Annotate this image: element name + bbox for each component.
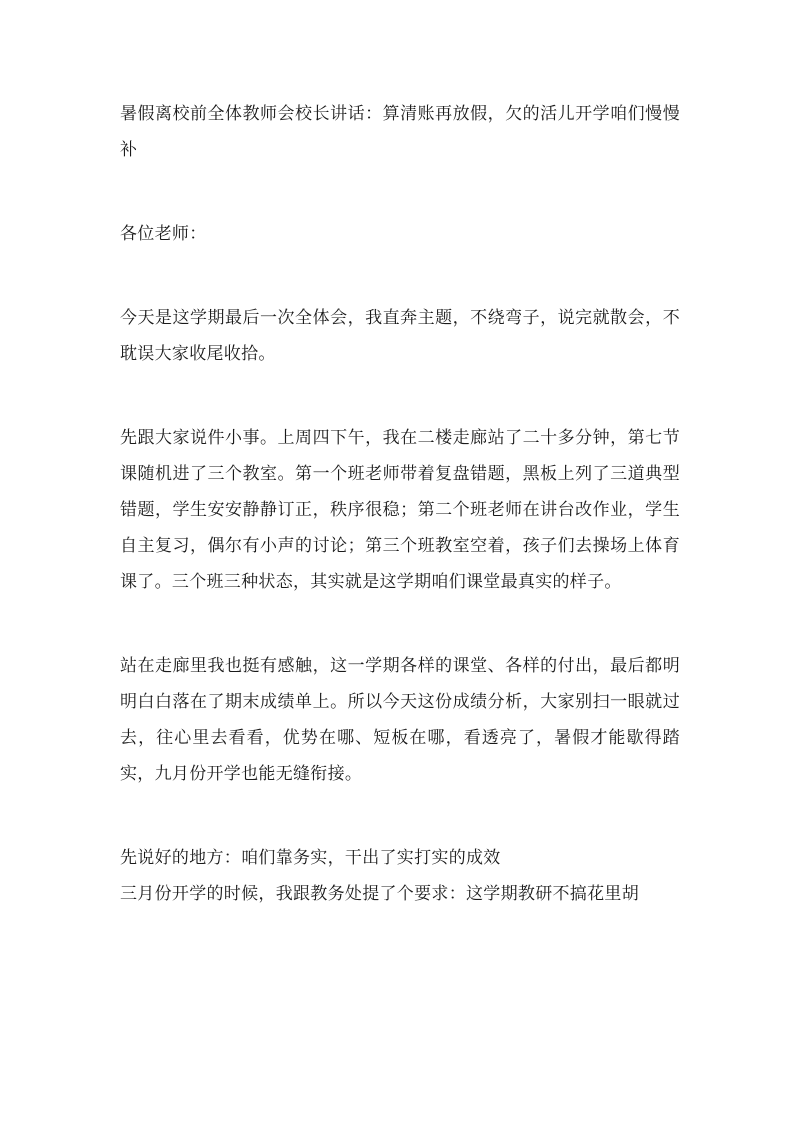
section-heading: 先说好的地方：咱们靠务实，干出了实打实的成效 bbox=[120, 848, 501, 868]
document-title: 暑假离校前全体教师会校长讲话：算清账再放假，欠的活儿开学咱们慢慢补 bbox=[120, 104, 680, 160]
greeting: 各位老师： bbox=[120, 224, 207, 244]
paragraph-reflection: 站在走廊里我也挺有感触，这一学期各样的课堂、各样的付出，最后都明明白白落在了期末成绩单上。所以今天这份成绩分析，大家别扫一眼就过去，往心里去看看，优势在哪、短板在哪，看透亮了，暑假才能歇得踏实，九月份开学也能无缝衔接。 bbox=[120, 656, 680, 784]
paragraph-opening: 今天是这学期最后一次全体会，我直奔主题，不绕弯子，说完就散会，不耽误大家收尾收拾。 bbox=[120, 308, 680, 364]
section-first-line: 三月份开学的时候，我跟教务处提了个要求：这学期教研不搞花里胡 bbox=[120, 884, 639, 904]
document-body bbox=[120, 96, 680, 912]
paragraph-hallway-story: 先跟大家说件小事。上周四下午，我在二楼走廊站了二十多分钟，第七节课随机进了三个教室。第一个班老师带着复盘错题，黑板上列了三道典型错题，学生安安静静订正，秩序很稳；第二个班老师在讲台改作业，学生自主复习，偶尔有小声的讨论；第三个班教室空着，孩子们去操场上体育课了。三个班三种状态，其实就是这学期咱们课堂最真实的样子。 bbox=[120, 428, 680, 592]
